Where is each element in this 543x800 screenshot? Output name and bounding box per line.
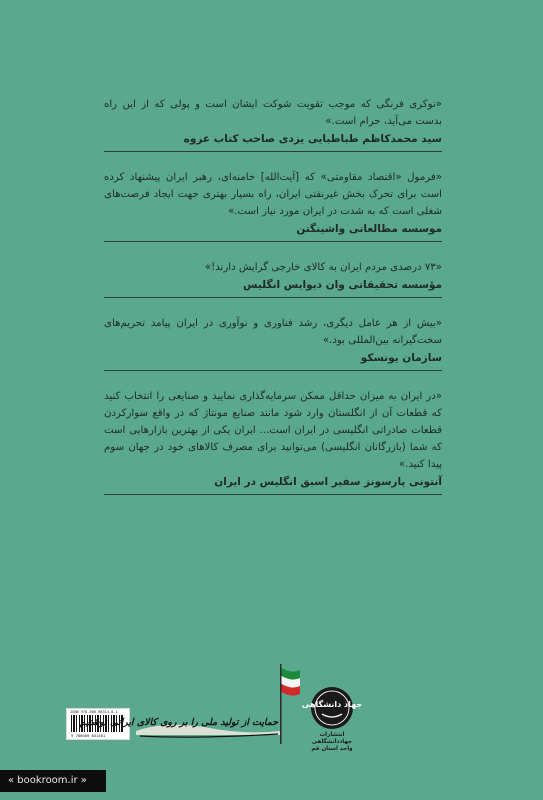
quote-block xyxy=(104,315,442,371)
publisher-line: واحد استان قم xyxy=(311,746,353,752)
quote-text: «فرمول «اقتصاد مقاومتی» که [آیت‌الله] خامنه‌ای، رهبر ایران پیشنهاد کرده است برای تحرک بخش غیرنفتی ایران، راه بسیار بهتری جهت ایجاد فرصت‌های شغلی است که به شدت در ایران مورد نیاز است.» xyxy=(104,172,442,217)
quote-block xyxy=(104,96,442,152)
jahad-daneshgahi-logo xyxy=(301,686,363,730)
barcode-digits: 9 786009 831401 xyxy=(71,733,106,738)
isbn-number: ISBN 978-600-98314-0-1 xyxy=(70,710,118,714)
publisher-name xyxy=(300,732,364,753)
quote-text: «در ایران به میزان حداقل ممکن سرمایه‌گذاری نمایید و صنایعی را انتخاب کنید که قطعات آن از انگلستان وارد شود مانند صنایع مونتاژ که در واقع سوارکردن قطعات صادراتی انگلیسی در ایران است... ایران یکی از بهترین بازارهایی است که شما (بازرگانان انگلیسی) می‌توانید برای مصرف کالاهای خود در جهان سوم پیدا کنید.» xyxy=(104,391,442,470)
quote-block xyxy=(104,388,442,495)
logo-text: جهاد دانشگاهی xyxy=(301,700,363,709)
quote-block xyxy=(104,259,442,298)
publisher-line: انتشارات جهاددانشگاهی xyxy=(311,732,353,745)
slogan-text: حمایت از تولید ملی را بر روی کالای ایرانی نوشتیم xyxy=(79,717,278,728)
cover-footer xyxy=(60,648,460,752)
divider xyxy=(104,151,442,152)
quote-source: سازمان یونسکو xyxy=(360,352,442,364)
quote-block xyxy=(104,169,442,242)
quote-source: موسسه مطالعاتی واشینگتن xyxy=(296,223,442,235)
site-watermark: « bookroom.ir » xyxy=(0,770,106,792)
quote-text: «بیش از هر عامل دیگری، رشد فناوری و نوآوری در ایران پیامد تحریم‌های سخت‌گیرانه بین‌المللی بود.» xyxy=(104,318,442,346)
quote-source: مؤسسه تحقیقاتی وان دیوایس انگلیس xyxy=(243,279,442,291)
quote-source: آنتونی پارسونز سفیر اسبق انگلیس در ایران xyxy=(214,476,442,488)
quote-text: «نوکری فرنگی که موجب تقویت شوکت ایشان است و پولی که از این راه بدست می‌آید، حرام است.» xyxy=(104,99,442,127)
divider xyxy=(104,297,442,298)
divider xyxy=(104,370,442,371)
divider xyxy=(104,494,442,495)
divider xyxy=(104,241,442,242)
quote-source: سید محمدکاظم طباطبایی یزدی صاحب کتاب عروه xyxy=(183,133,442,145)
quotes-column xyxy=(104,96,442,512)
iran-flag-icon xyxy=(278,664,302,744)
quote-text: «۷۳ درصدی مردم ایران به کالای خارجی گرایش دارند!» xyxy=(204,262,442,273)
